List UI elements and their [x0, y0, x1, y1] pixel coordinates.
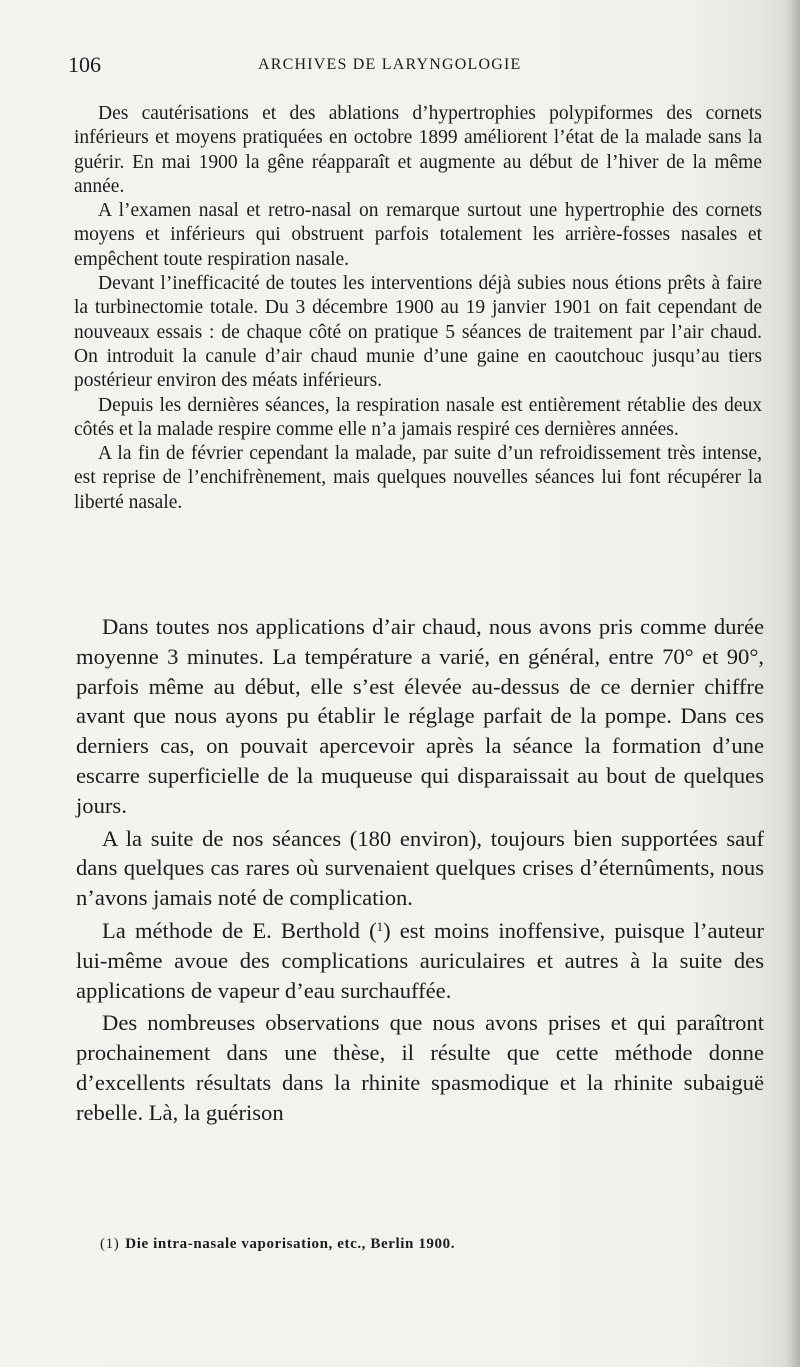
running-title: ARCHIVES DE LARYNGOLOGIE [258, 56, 522, 73]
footnote-mark: (1) [100, 1236, 120, 1252]
main-text-block [76, 612, 764, 1131]
page-number: 106 [68, 52, 101, 77]
case-paragraph-5: A la fin de février cependant la malade, par suite d’un refroidissement très intense, est reprise de l’enchifrènement, mais quelques nouvelles séances lui font récupérer la liberté nasale. [74, 443, 762, 513]
case-paragraph-3: Devant l’inefficacité de toutes les interventions déjà subies nous étions prêts à faire la turbinectomie totale. Du 3 décembre 1900 au 19 janvier 1901 on fait cependant de nouveaux essais : de chaque côté on pratique 5 séances de traitement par l’air chaud. On introduit la canule d’air chaud munie d’une gaine en caoutchouc jusqu’au tiers postérieur environ des méats inférieurs. [74, 273, 762, 392]
page-header [68, 52, 758, 82]
case-paragraph-1: Des cautérisations et des ablations d’hypertrophies polypiformes des cornets inférieurs et moyens pratiquées en octobre 1899 améliorent l’état de la malade sans la guérir. En mai 1900 la gêne réapparaît et augmente au début de l’hiver de la même année. [74, 103, 762, 197]
body-paragraph-berthold [76, 916, 764, 1005]
page-edge-shadow [786, 0, 800, 1367]
footnote-text: Die intra-nasale vaporisation, etc., Berlin 1900. [125, 1236, 456, 1252]
case-report-block [74, 102, 762, 515]
berthold-text-before: La méthode de E. Berthold ( [102, 917, 377, 943]
case-paragraph-2: A l’examen nasal et retro-nasal on remarque surtout une hypertrophie des cornets moyens et inférieurs qui obstruent parfois totalement les arrière-fosses nasales et empêchent toute respiration nasale. [74, 200, 762, 270]
body-paragraph-1: Dans toutes nos applications d’air chaud, nous avons pris comme durée moyenne 3 minutes. La température a varié, en général, entre 70° et 90°, parfois même au début, elle s’est élevée au-dessus de ce dernier chiffre avant que nous ayons pu établir le réglage parfait de la pompe. Dans ces derniers cas, on pouvait apercevoir après la séance la formation d’une escarre superficielle de la muqueuse qui disparaissait au bout de quelques jours. [76, 614, 764, 818]
body-paragraph-4: Des nombreuses observations que nous avons prises et qui paraîtront prochainement dans une thèse, il résulte que cette méthode donne d’excellents résultats dans la rhinite spasmodique et la rhinite subaiguë rebelle. Là, la guérison [76, 1010, 764, 1125]
berthold-text-after: ) est moins inoffensive, puisque l’auteur lui-même avoue des complications auriculaires et autres à la suite des applications de vapeur d’eau surchauffée. [76, 917, 764, 1003]
footnote [100, 1236, 760, 1253]
case-paragraph-4: Depuis les dernières séances, la respiration nasale est entièrement rétablie des deux côtés et la malade respire comme elle n’a jamais respiré ces dernières années. [74, 394, 762, 440]
footnote-reference: 1 [376, 918, 384, 934]
body-paragraph-2: A la suite de nos séances (180 environ), toujours bien supportées sauf dans quelques cas rares où survenaient quelques crises d’éternûments, nous n’avons jamais noté de complication. [76, 825, 764, 911]
